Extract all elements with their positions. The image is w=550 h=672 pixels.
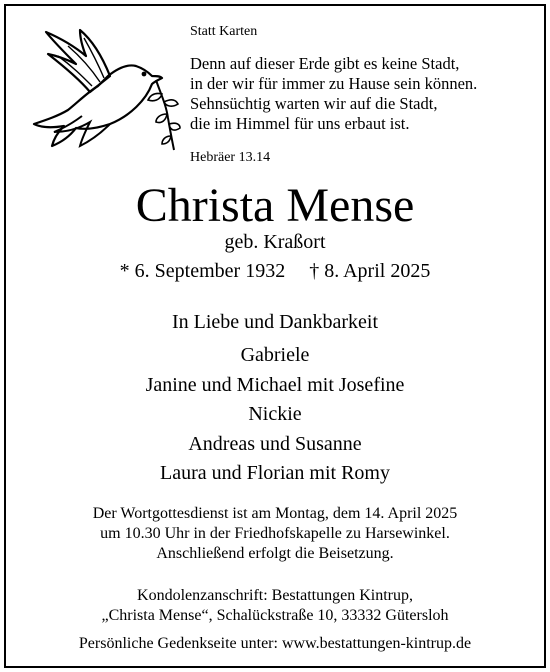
condolence-line: Kondolenzanschrift: Bestattungen Kintrup,: [137, 587, 413, 604]
condolence-line: „Christa Mense“, Schalückstraße 10, 33332 Gütersloh: [101, 607, 449, 624]
obituary-notice: [4, 4, 546, 668]
verse-line: Denn auf dieser Erde gibt es keine Stadt,: [190, 54, 460, 73]
service-line: Der Wortgottesdienst ist am Montag, dem 14. April 2025: [92, 505, 458, 522]
life-dates: [6, 258, 544, 284]
verse-source: Hebräer 13.14: [190, 150, 271, 165]
deceased-name: Christa Mense: [135, 179, 415, 232]
dove-icon: [24, 24, 192, 156]
death-date: † 8. April 2025: [309, 260, 431, 282]
birth-date: * 6. September 1932: [119, 260, 286, 282]
service-line: um 10.30 Uhr in der Friedhofskapelle zu Harsewinkel.: [100, 525, 450, 542]
verse: [190, 54, 477, 134]
dedication: In Liebe und Dankbarkeit: [171, 311, 379, 333]
family-member: Gabriele: [240, 344, 310, 366]
verse-line: Sehnsüchtig warten wir auf die Stadt,: [190, 94, 438, 113]
family-member: Andreas und Susanne: [188, 432, 362, 455]
verse-line: in der wir für immer zu Hause sein können.: [190, 74, 478, 93]
family-list: [6, 341, 544, 489]
verse-line: die im Himmel für uns erbaut ist.: [190, 114, 410, 133]
service-line: Anschließend erfolgt die Beisetzung.: [156, 545, 394, 562]
family-member: Laura und Florian mit Romy: [160, 462, 390, 485]
header-label: Statt Karten: [190, 24, 258, 39]
family-member: Nickie: [248, 403, 302, 426]
birth-name: geb. Kraßort: [224, 231, 326, 253]
family-member: Janine und Michael mit Josefine: [145, 373, 405, 396]
service-info: [6, 504, 544, 564]
condolence-address: [6, 586, 544, 626]
memorial-page-link[interactable]: Persönliche Gedenkseite unter: www.bestattungen-kintrup.de: [78, 635, 472, 652]
